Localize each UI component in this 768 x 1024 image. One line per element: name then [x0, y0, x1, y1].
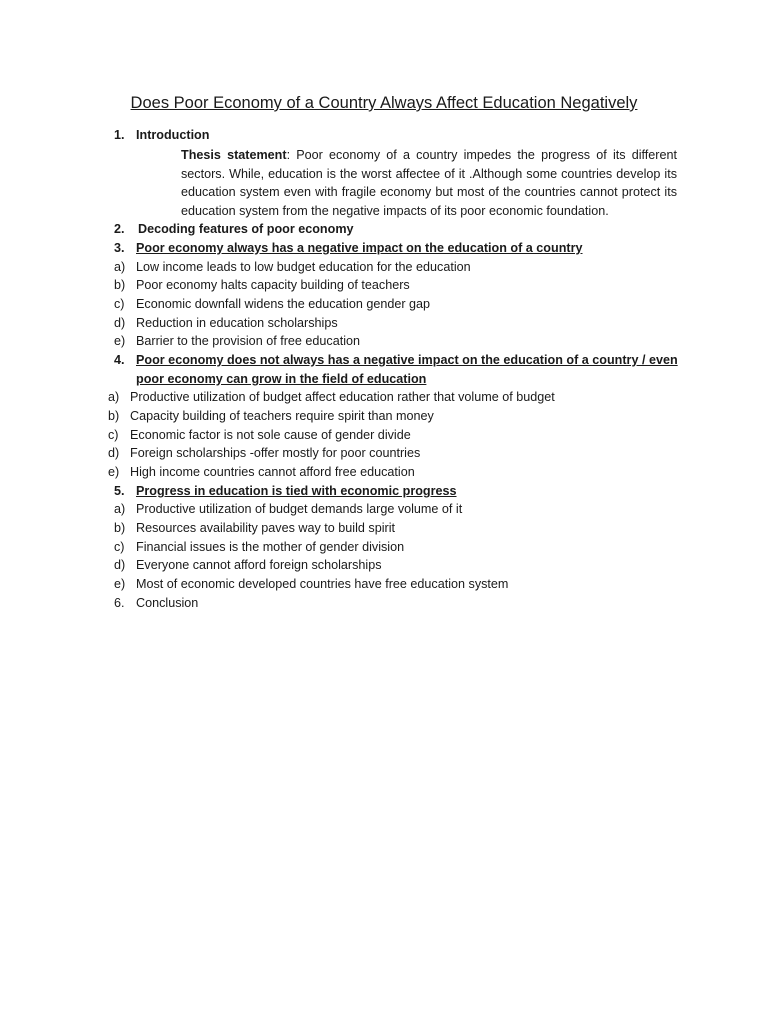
section-number: 3. [114, 241, 125, 255]
list-marker: d) [114, 316, 126, 330]
list-item-text: Most of economic developed countries have free education system [136, 577, 509, 591]
list-marker: c) [114, 540, 125, 554]
list-item-text: Resources availability paves way to build spirit [136, 521, 395, 535]
section-heading: Decoding features of poor economy [138, 222, 354, 236]
list-item-text: Barrier to the provision of free education [136, 334, 361, 348]
list-item-text: Poor economy halts capacity building of teachers [136, 278, 410, 292]
section-heading: Introduction [136, 128, 210, 142]
list-marker: c) [114, 297, 125, 311]
list-marker: d) [114, 558, 126, 572]
section-heading: Conclusion [136, 596, 199, 610]
section-heading: Poor economy always has a negative impact on the education of a country [136, 241, 583, 255]
list-marker: c) [108, 428, 119, 442]
list-item-text: Foreign scholarships -offer mostly for poor countries [130, 446, 421, 460]
list-item-text: Economic factor is not sole cause of gender divide [130, 428, 411, 442]
section-number: 1. [114, 128, 125, 142]
section-number: 2. [114, 222, 125, 236]
section-number: 5. [114, 484, 125, 498]
section-heading-line2: poor economy can grow in the field of education [136, 372, 427, 386]
section-heading: Progress in education is tied with economic progress [136, 484, 457, 498]
list-marker: a) [114, 260, 126, 274]
thesis-label: Thesis statement [181, 148, 287, 162]
list-item-text: Reduction in education scholarships [136, 316, 338, 330]
list-marker: b) [108, 409, 120, 423]
thesis-paragraph [181, 146, 677, 220]
list-marker: b) [114, 278, 126, 292]
section-number: 6. [114, 596, 125, 610]
thesis-text: : Poor economy of a country impedes the progress of its different sectors. While, education is the worst affectee of it .Although some countries develop its education system even with fragile economy but most of the countries cannot protect its education system from the negative impacts of its poor economic foundation. [181, 148, 677, 218]
list-item-text: Everyone cannot afford foreign scholarships [136, 558, 382, 572]
list-marker: b) [114, 521, 126, 535]
list-marker: e) [114, 577, 126, 591]
list-item-text: Productive utilization of budget demands large volume of it [136, 502, 463, 516]
list-item-text: Financial issues is the mother of gender division [136, 540, 405, 554]
list-marker: a) [108, 390, 120, 404]
list-item-text: High income countries cannot afford free education [130, 465, 415, 479]
list-marker: d) [108, 446, 120, 460]
section-heading-line1: Poor economy does not always has a negative impact on the education of a country / even [136, 353, 678, 367]
list-marker: e) [114, 334, 126, 348]
list-item-text: Economic downfall widens the education gender gap [136, 297, 431, 311]
section-number: 4. [114, 353, 125, 367]
list-item-text: Low income leads to low budget education for the education [136, 260, 471, 274]
list-marker: e) [108, 465, 120, 479]
list-marker: a) [114, 502, 126, 516]
document-title: Does Poor Economy of a Country Always Affect Education Negatively [130, 94, 638, 112]
list-item-text: Capacity building of teachers require spirit than money [130, 409, 434, 423]
list-item-text: Productive utilization of budget affect education rather that volume of budget [130, 390, 555, 404]
